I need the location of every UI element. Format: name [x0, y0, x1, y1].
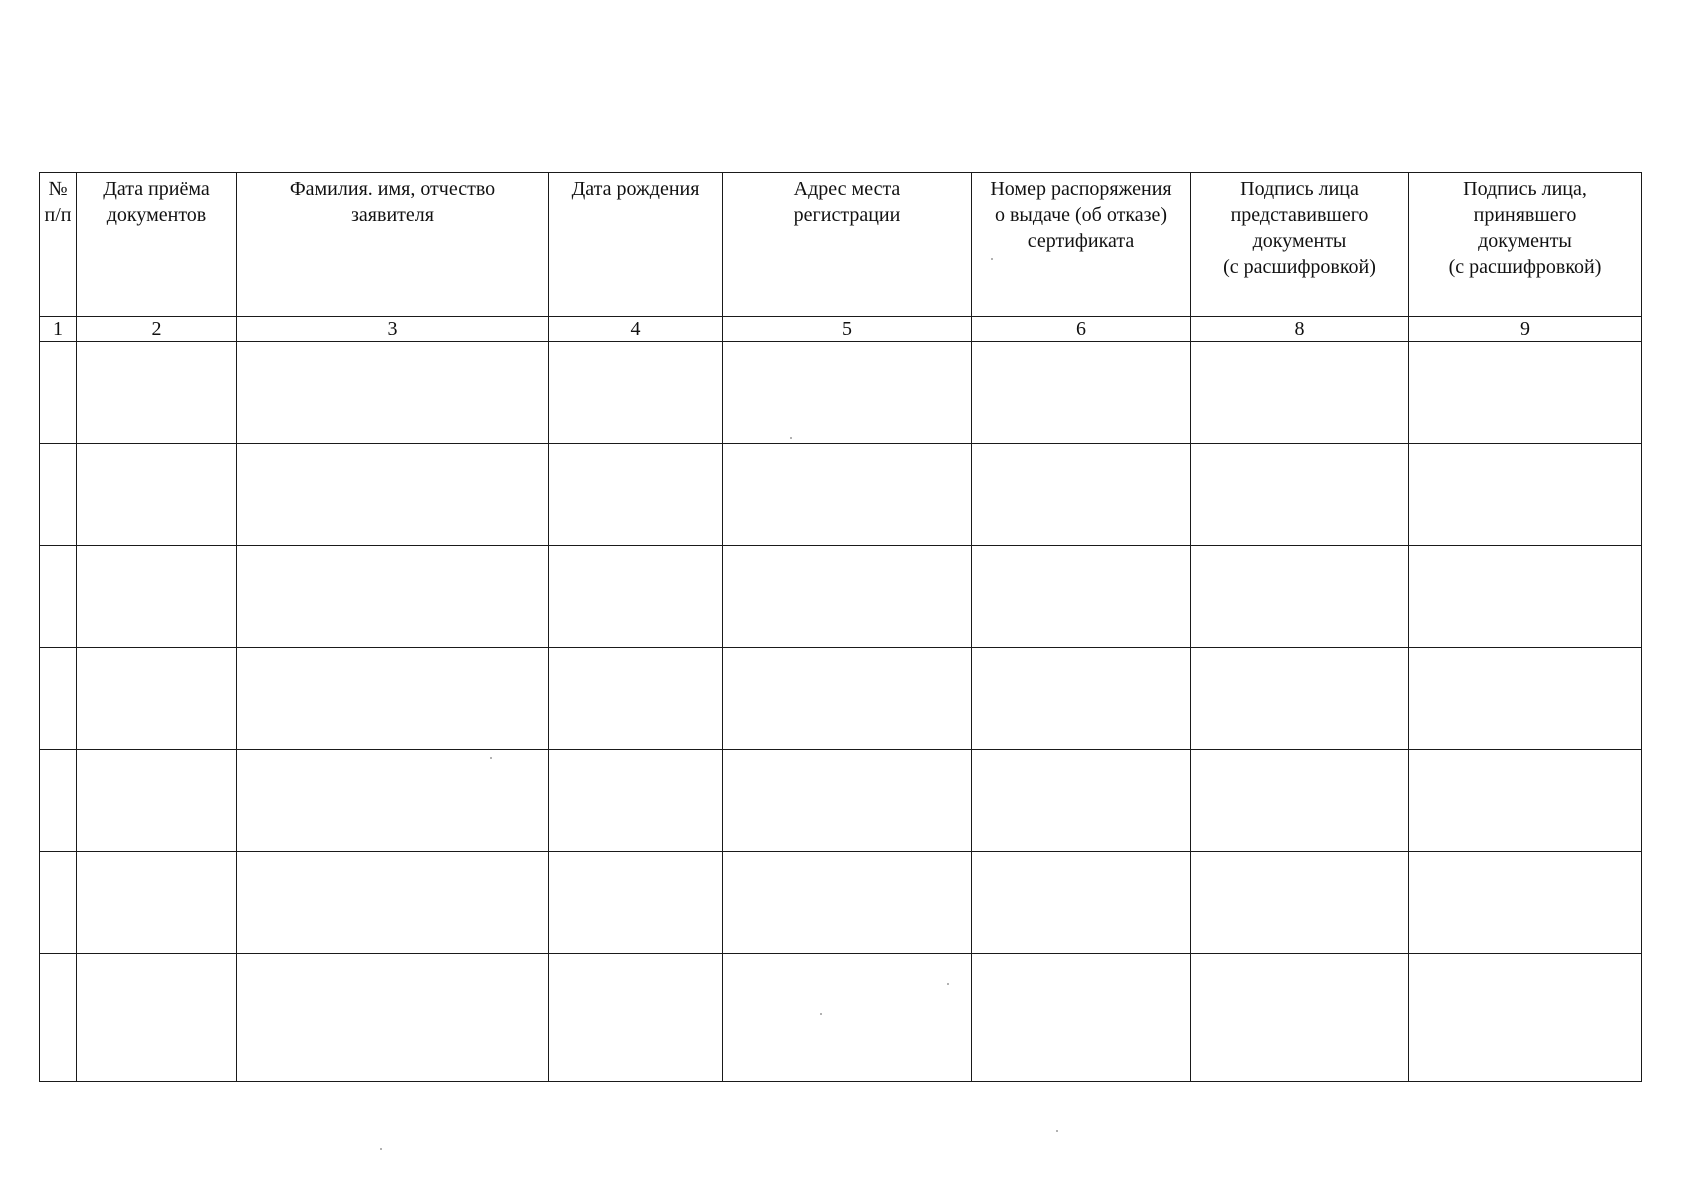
empty-cell	[1191, 954, 1409, 1082]
empty-cell	[77, 648, 237, 750]
empty-cell	[40, 852, 77, 954]
empty-cell	[972, 750, 1191, 852]
empty-cell	[237, 342, 549, 444]
empty-cell	[1409, 342, 1642, 444]
empty-cell	[1409, 852, 1642, 954]
table-row	[40, 342, 1642, 444]
table-row	[40, 546, 1642, 648]
column-number-row	[40, 317, 1642, 342]
empty-cell	[40, 444, 77, 546]
header-row	[40, 173, 1642, 317]
column-number-cell: 6	[972, 317, 1191, 342]
empty-cell	[1409, 750, 1642, 852]
empty-cell	[723, 852, 972, 954]
empty-cell	[1191, 648, 1409, 750]
column-number-cell: 1	[40, 317, 77, 342]
empty-cell	[1191, 750, 1409, 852]
empty-cell	[1409, 648, 1642, 750]
empty-cell	[972, 954, 1191, 1082]
header-cell-registration-address: Адрес места регистрации	[723, 173, 972, 317]
empty-cell	[1409, 546, 1642, 648]
empty-cell	[1191, 342, 1409, 444]
table-row	[40, 852, 1642, 954]
empty-cell	[549, 852, 723, 954]
empty-cell	[40, 750, 77, 852]
empty-cell	[77, 546, 237, 648]
empty-cell	[972, 342, 1191, 444]
empty-cell	[40, 954, 77, 1082]
empty-cell	[40, 648, 77, 750]
column-number-cell: 2	[77, 317, 237, 342]
empty-cell	[1409, 444, 1642, 546]
empty-cell	[1409, 954, 1642, 1082]
empty-cell	[723, 648, 972, 750]
header-cell-full-name: Фамилия. имя, отчество заявителя	[237, 173, 549, 317]
empty-cell	[972, 648, 1191, 750]
application-register-table	[39, 172, 1642, 1082]
empty-cell	[237, 954, 549, 1082]
empty-cell	[723, 954, 972, 1082]
empty-cell	[549, 444, 723, 546]
table-row	[40, 750, 1642, 852]
empty-cell	[1191, 546, 1409, 648]
empty-cell	[549, 546, 723, 648]
empty-cell	[972, 546, 1191, 648]
empty-cell	[1191, 444, 1409, 546]
empty-cell	[40, 546, 77, 648]
header-cell-order-number: Номер распоряжения о выдаче (об отказе) сертификата	[972, 173, 1191, 317]
empty-cell	[549, 342, 723, 444]
empty-cell	[723, 750, 972, 852]
scan-speck	[790, 437, 792, 439]
empty-cell	[723, 546, 972, 648]
scan-speck	[820, 1013, 822, 1015]
empty-cell	[237, 750, 549, 852]
scan-speck	[991, 258, 993, 260]
empty-cell	[77, 750, 237, 852]
empty-cell	[77, 342, 237, 444]
header-cell-index: № п/п	[40, 173, 77, 317]
empty-cell	[549, 750, 723, 852]
empty-cell	[237, 648, 549, 750]
empty-cell	[972, 852, 1191, 954]
empty-cell	[77, 444, 237, 546]
empty-cell	[237, 852, 549, 954]
column-number-cell: 5	[723, 317, 972, 342]
column-number-cell: 4	[549, 317, 723, 342]
column-number-cell: 8	[1191, 317, 1409, 342]
scan-speck	[380, 1148, 382, 1150]
empty-cell	[237, 444, 549, 546]
table-row	[40, 648, 1642, 750]
empty-cell	[723, 444, 972, 546]
scan-speck	[1056, 1130, 1058, 1132]
header-cell-submitter-signature: Подпись лица представившего документы (с расшифровкой)	[1191, 173, 1409, 317]
column-number-cell: 3	[237, 317, 549, 342]
header-cell-receiver-signature: Подпись лица, принявшего документы (с расшифровкой)	[1409, 173, 1642, 317]
empty-cell	[549, 954, 723, 1082]
empty-cell	[1191, 852, 1409, 954]
column-number-cell: 9	[1409, 317, 1642, 342]
empty-cell	[723, 342, 972, 444]
table-row	[40, 954, 1642, 1082]
empty-cell	[77, 954, 237, 1082]
scan-speck	[490, 757, 492, 759]
empty-cell	[77, 852, 237, 954]
empty-cell	[237, 546, 549, 648]
empty-cell	[40, 342, 77, 444]
header-cell-birth-date: Дата рождения	[549, 173, 723, 317]
scan-speck	[947, 983, 949, 985]
header-cell-date-received: Дата приёма документов	[77, 173, 237, 317]
table-row	[40, 444, 1642, 546]
empty-cell	[549, 648, 723, 750]
empty-cell	[972, 444, 1191, 546]
